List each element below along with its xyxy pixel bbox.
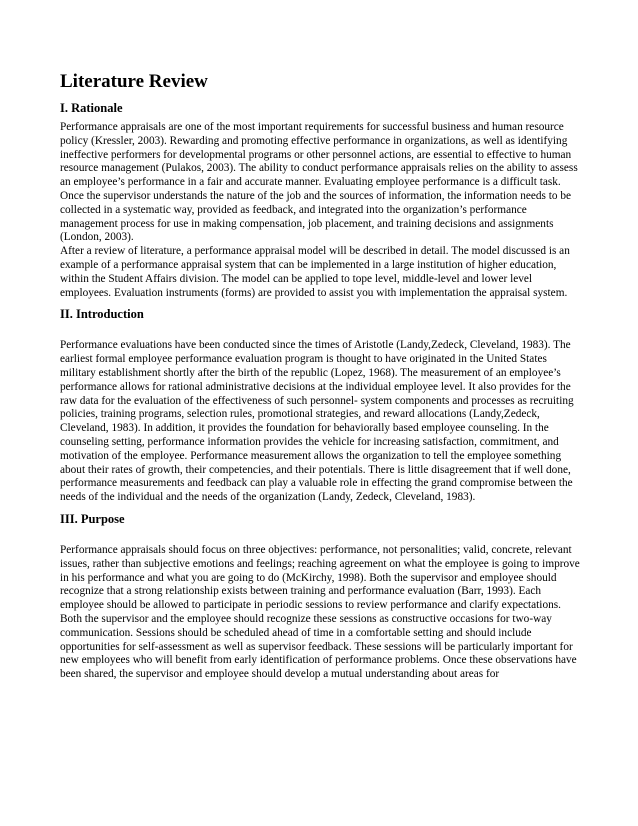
purpose-paragraph-1: Performance appraisals should focus on three objectives: performance, not personalities; valid, concrete, relevant issues, rather than subjective emotions and feelings; reaching agreement on what the employee is going to improve in his performance and what you are going to do (McKirchy, 1998). Both the supervisor and employee should recognize that a strong relationship exists between training and performance evaluation (Barr, 1993). Each employee should be allowed to participate in periodic sessions to review performance and clarify expectations. Both the supervisor and the employee should recognize these sessions as constructive occasions for two-way communication. Sessions should be scheduled ahead of time in a comfortable setting and should include opportunities for self-assessment as well as supervisor feedback. These sessions will be particularly important for new employees who will benefit from early identification of performance problems. Once these observations have been shared, the supervisor and employee should develop a mutual understanding about areas for [60, 543, 580, 681]
document-page [60, 70, 582, 682]
rationale-paragraph-3: After a review of literature, a performance appraisal model will be described in detail. The model discussed is an example of a performance appraisal system that can be implemented in a large institution of higher education, within the Student Affairs division. The model can be applied to tope level, middle-level and lower level employees. Evaluation instruments (forms) are provided to assist you with implementation the appraisal system. [60, 245, 570, 299]
introduction-paragraph-1: Performance evaluations have been conducted since the times of Aristotle (Landy,Zedeck, Cleveland, 1983). The earliest formal employee performance evaluation program is thought to have originated in the United States military establishment shortly after the birth of the republic (Lopez, 1968). The measurement of an employee’s performance allows for rational administrative decisions at the individual employee level. It also provides for the raw data for the evaluation of the effectiveness of such personnel- system components and processes as recruiting policies, training programs, selection rules, promotional strategies, and reward allocations (Landy,Zedeck, Cleveland, 1983). In addition, it provides the foundation for behaviorally based employee counseling. In the counseling setting, performance information provides the vehicle for increasing satisfaction, commitment, and motivation of the employee. Performance measurement allows the organization to tell the employee something about their rates of growth, their competencies, and their potentials. There is little disagreement that if well done, performance measurements and feedback can play a valuable role in effecting the grand compromise between the needs of the individual and the needs of the organization (Landy, Zedeck, Cleveland, 1983). [60, 339, 574, 504]
section-heading-introduction: II. Introduction [60, 307, 144, 322]
rationale-paragraph-1: Performance appraisals are one of the most important requirements for successful business and human resource policy (Kressler, 2003). Rewarding and promoting effective performance in organizations, as well as identifying ineffective performers for developmental programs or other personnel actions, are essential to effective to human resource management (Pulakos, 2003). The ability to conduct performance appraisals relies on the ability to assess an employee’s performance in a fair and accurate manner. Evaluating employee performance is a difficult task. [60, 121, 578, 189]
section-heading-purpose: III. Purpose [60, 511, 125, 526]
document-title: Literature Review [60, 71, 208, 92]
section-heading-rationale: I. Rationale [60, 101, 123, 115]
rationale-paragraph-2: Once the supervisor understands the nature of the job and the sources of information, the information needs to be collected in a systematic way, provided as feedback, and integrated into the organization’s performance management process for use in making compensation, job placement, and training decisions and assignments (London, 2003). [60, 189, 572, 244]
